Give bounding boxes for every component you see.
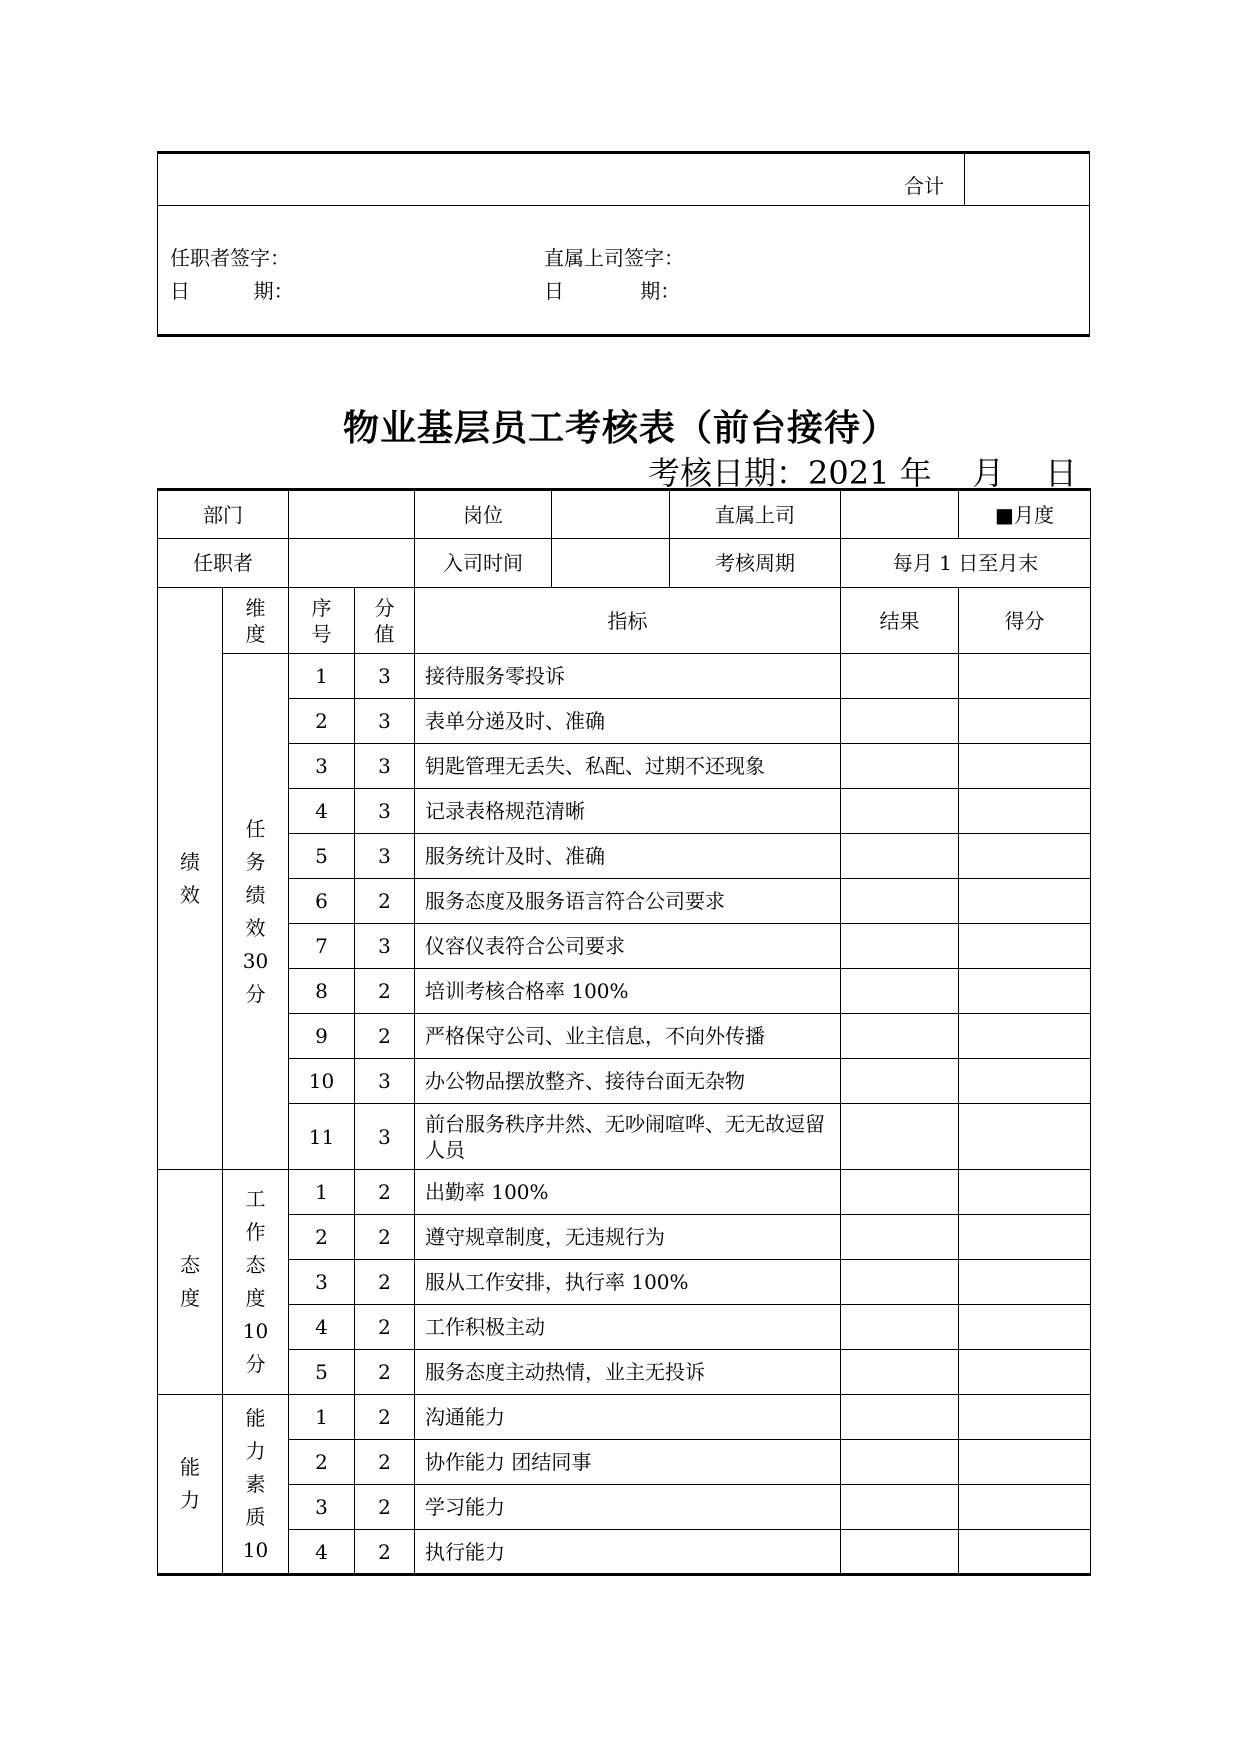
- indicator-cell: 表单分递及时、准确: [415, 699, 841, 744]
- result-cell[interactable]: [841, 1014, 959, 1059]
- table-row: [158, 1350, 1091, 1395]
- table-row: [158, 1170, 1091, 1215]
- table-row: [158, 654, 1091, 699]
- employee-label: 任职者: [158, 539, 289, 588]
- result-cell[interactable]: [841, 1059, 959, 1104]
- column-score: 分 值: [355, 588, 415, 654]
- points-cell[interactable]: [959, 744, 1091, 789]
- table-row: [158, 1260, 1091, 1305]
- result-cell[interactable]: [841, 1215, 959, 1260]
- seq-cell: 5: [289, 834, 355, 879]
- points-cell[interactable]: [959, 969, 1091, 1014]
- table-row: [158, 879, 1091, 924]
- indicator-cell: 沟通能力: [415, 1395, 841, 1440]
- supervisor-value[interactable]: [841, 490, 959, 539]
- table-row: [158, 1305, 1091, 1350]
- indicator-cell: 工作积极主动: [415, 1305, 841, 1350]
- total-divider: [964, 154, 965, 206]
- column-result: 结果: [841, 588, 959, 654]
- points-cell[interactable]: [959, 1059, 1091, 1104]
- points-cell[interactable]: [959, 834, 1091, 879]
- score-cell: 3: [355, 1059, 415, 1104]
- table-row: [158, 1104, 1091, 1170]
- seq-cell: 10: [289, 1059, 355, 1104]
- seq-cell: 4: [289, 789, 355, 834]
- result-cell[interactable]: [841, 879, 959, 924]
- table-row: [158, 1530, 1091, 1575]
- result-cell[interactable]: [841, 1260, 959, 1305]
- seq-cell: 2: [289, 1440, 355, 1485]
- score-cell: 2: [355, 1014, 415, 1059]
- points-cell[interactable]: [959, 1260, 1091, 1305]
- points-cell[interactable]: [959, 789, 1091, 834]
- total-row: [158, 154, 1089, 206]
- header-row-2: [158, 539, 1091, 588]
- points-cell[interactable]: [959, 699, 1091, 744]
- points-cell[interactable]: [959, 1215, 1091, 1260]
- table-row: [158, 1059, 1091, 1104]
- points-cell[interactable]: [959, 924, 1091, 969]
- join-date-label: 入司时间: [415, 539, 552, 588]
- score-cell: 3: [355, 789, 415, 834]
- points-cell[interactable]: [959, 1305, 1091, 1350]
- column-indicator: 指标: [415, 588, 841, 654]
- dimension-cell: 工 作 态 度 10 分: [223, 1170, 289, 1395]
- result-cell[interactable]: [841, 834, 959, 879]
- join-date-value[interactable]: [552, 539, 670, 588]
- signature-block: [157, 151, 1090, 337]
- seq-cell: 4: [289, 1305, 355, 1350]
- points-cell[interactable]: [959, 1395, 1091, 1440]
- page-title: 物业基层员工考核表（前台接待）: [342, 407, 898, 449]
- seq-cell: 11: [289, 1104, 355, 1170]
- result-cell[interactable]: [841, 789, 959, 834]
- indicator-cell: 钥匙管理无丢失、私配、过期不还现象: [415, 744, 841, 789]
- seq-cell: 1: [289, 1395, 355, 1440]
- indicator-cell: 办公物品摆放整齐、接待台面无杂物: [415, 1059, 841, 1104]
- result-cell[interactable]: [841, 744, 959, 789]
- score-cell: 2: [355, 1350, 415, 1395]
- table-row: [158, 1395, 1091, 1440]
- table-row: [158, 969, 1091, 1014]
- assessment-table: [157, 488, 1091, 1576]
- score-cell: 2: [355, 1170, 415, 1215]
- indicator-cell: 服务统计及时、准确: [415, 834, 841, 879]
- employee-value[interactable]: [289, 539, 415, 588]
- dept-value[interactable]: [289, 490, 415, 539]
- period-type-checkbox[interactable]: ■月度: [959, 490, 1091, 539]
- seq-cell: 9: [289, 1014, 355, 1059]
- category-cell: 能 力: [158, 1395, 223, 1575]
- assessment-date: 考核日期：2021 年 月 日: [648, 454, 1077, 492]
- score-cell: 2: [355, 1260, 415, 1305]
- post-value[interactable]: [552, 490, 670, 539]
- employee-date-label: 日 期：: [170, 279, 294, 303]
- supervisor-date-label: 日 期：: [544, 279, 681, 303]
- indicator-cell: 服从工作安排，执行率 100%: [415, 1260, 841, 1305]
- points-cell[interactable]: [959, 1530, 1091, 1575]
- indicator-cell: 学习能力: [415, 1485, 841, 1530]
- score-cell: 2: [355, 1305, 415, 1350]
- score-cell: 3: [355, 1104, 415, 1170]
- table-row: [158, 834, 1091, 879]
- seq-cell: 2: [289, 699, 355, 744]
- seq-cell: 4: [289, 1530, 355, 1575]
- table-row: [158, 699, 1091, 744]
- category-cell: 态 度: [158, 1170, 223, 1395]
- indicator-cell: 仪容仪表符合公司要求: [415, 924, 841, 969]
- column-header-row: [158, 588, 1091, 654]
- result-cell[interactable]: [841, 1170, 959, 1215]
- indicator-cell: 出勤率 100%: [415, 1170, 841, 1215]
- table-row: [158, 924, 1091, 969]
- result-cell[interactable]: [841, 1350, 959, 1395]
- score-cell: 3: [355, 924, 415, 969]
- indicator-cell: 执行能力: [415, 1530, 841, 1575]
- column-points: 得分: [959, 588, 1091, 654]
- score-cell: 2: [355, 1440, 415, 1485]
- points-cell[interactable]: [959, 1485, 1091, 1530]
- cycle-label: 考核周期: [670, 539, 841, 588]
- table-row: [158, 1440, 1091, 1485]
- points-cell[interactable]: [959, 1440, 1091, 1485]
- seq-cell: 1: [289, 1170, 355, 1215]
- result-cell[interactable]: [841, 699, 959, 744]
- result-cell[interactable]: [841, 969, 959, 1014]
- indicator-cell: 遵守规章制度，无违规行为: [415, 1215, 841, 1260]
- seq-cell: 3: [289, 744, 355, 789]
- result-cell[interactable]: [841, 1440, 959, 1485]
- points-cell[interactable]: [959, 1350, 1091, 1395]
- result-cell[interactable]: [841, 1395, 959, 1440]
- score-cell: 2: [355, 1215, 415, 1260]
- points-cell[interactable]: [959, 1170, 1091, 1215]
- dimension-cell: 能 力 素 质 10: [223, 1395, 289, 1575]
- table-row: [158, 1485, 1091, 1530]
- score-cell: 2: [355, 1395, 415, 1440]
- seq-cell: 2: [289, 1215, 355, 1260]
- category-cell: 绩 效: [158, 588, 223, 1170]
- indicator-cell: 接待服务零投诉: [415, 654, 841, 699]
- column-dimension: 维 度: [223, 588, 289, 654]
- indicator-cell: 前台服务秩序井然、无吵闹喧哗、无无故逗留人员: [415, 1104, 841, 1170]
- points-cell[interactable]: [959, 879, 1091, 924]
- result-cell[interactable]: [841, 924, 959, 969]
- indicator-cell: 协作能力 团结同事: [415, 1440, 841, 1485]
- seq-cell: 6: [289, 879, 355, 924]
- dept-label: 部门: [158, 490, 289, 539]
- table-row: [158, 1215, 1091, 1260]
- score-cell: 3: [355, 744, 415, 789]
- points-cell[interactable]: [959, 654, 1091, 699]
- seq-cell: 7: [289, 924, 355, 969]
- seq-cell: 3: [289, 1485, 355, 1530]
- column-seq: 序 号: [289, 588, 355, 654]
- score-cell: 3: [355, 834, 415, 879]
- score-cell: 2: [355, 969, 415, 1014]
- score-cell: 2: [355, 1530, 415, 1575]
- result-cell[interactable]: [841, 1485, 959, 1530]
- indicator-cell: 培训考核合格率 100%: [415, 969, 841, 1014]
- indicator-cell: 严格保守公司、业主信息，不向外传播: [415, 1014, 841, 1059]
- table-row: [158, 789, 1091, 834]
- indicator-cell: 服务态度主动热情，业主无投诉: [415, 1350, 841, 1395]
- score-cell: 2: [355, 879, 415, 924]
- supervisor-label: 直属上司: [670, 490, 841, 539]
- post-label: 岗位: [415, 490, 552, 539]
- score-cell: 3: [355, 699, 415, 744]
- result-cell[interactable]: [841, 1104, 959, 1170]
- employee-sign-label: 任职者签字：: [170, 246, 290, 270]
- result-cell[interactable]: [841, 1530, 959, 1575]
- result-cell[interactable]: [841, 654, 959, 699]
- points-cell[interactable]: [959, 1104, 1091, 1170]
- seq-cell: 8: [289, 969, 355, 1014]
- total-label: 合计: [904, 174, 944, 198]
- seq-cell: 3: [289, 1260, 355, 1305]
- points-cell[interactable]: [959, 1014, 1091, 1059]
- header-row-1: [158, 490, 1091, 539]
- indicator-cell: 服务态度及服务语言符合公司要求: [415, 879, 841, 924]
- seq-cell: 1: [289, 654, 355, 699]
- dimension-cell: 任 务 绩 效 30 分: [223, 654, 289, 1170]
- cycle-value: 每月 1 日至月末: [841, 539, 1091, 588]
- score-cell: 2: [355, 1485, 415, 1530]
- result-cell[interactable]: [841, 1305, 959, 1350]
- score-cell: 3: [355, 654, 415, 699]
- table-row: [158, 1014, 1091, 1059]
- seq-cell: 5: [289, 1350, 355, 1395]
- supervisor-sign-label: 直属上司签字：: [544, 246, 684, 270]
- indicator-cell: 记录表格规范清晰: [415, 789, 841, 834]
- table-row: [158, 744, 1091, 789]
